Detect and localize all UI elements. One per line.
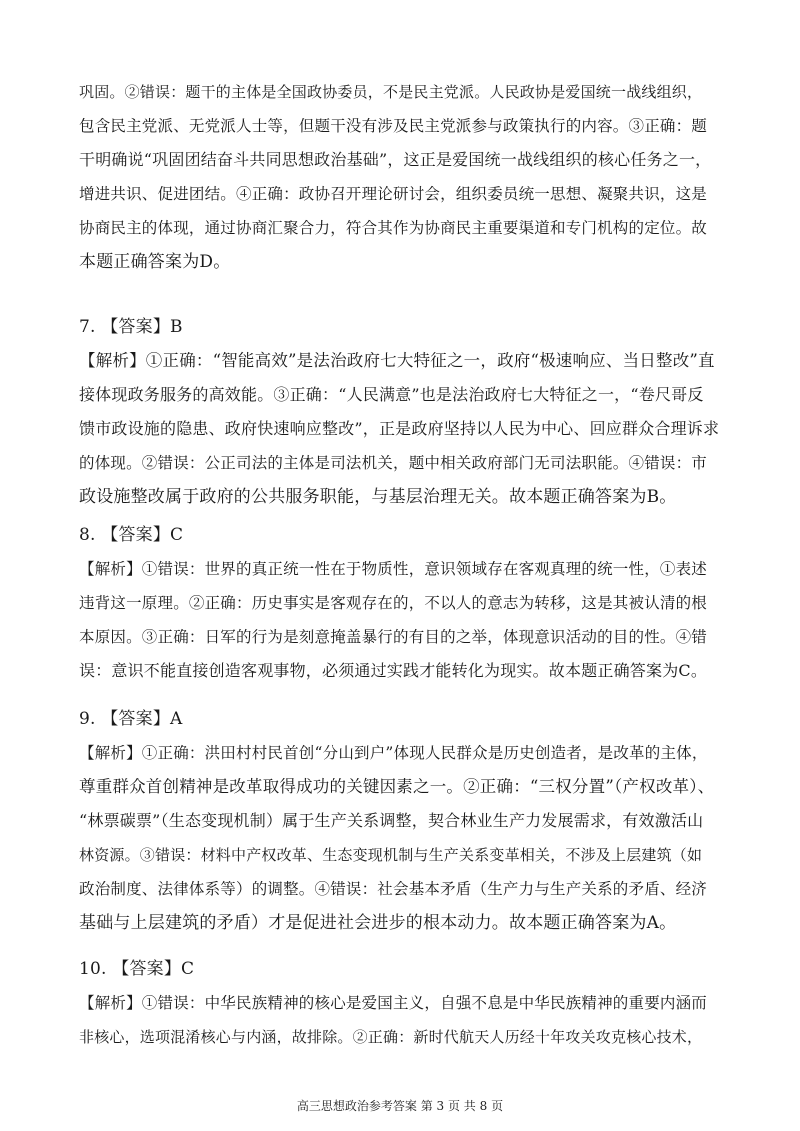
- answer-heading: 8. 【答案】C: [79, 525, 184, 545]
- continuation-paragraph: [79, 75, 719, 279]
- text-line: 协商民主的体现，通过协商汇聚合力，符合其作为协商民主重要渠道和专门机构的定位。故: [79, 219, 708, 237]
- text-line: 本题正确答案为D。: [79, 252, 231, 272]
- text-line: 违背这一原理。②正确：历史事实是客观存在的，不以人的意志为转移，这是其被认清的根: [79, 594, 708, 612]
- text-line: 尊重群众首创精神是改革取得成功的关键因素之一。②正确：“三权分置”（产权改革）、: [79, 777, 715, 796]
- page-footer: 高三思想政治参考答案 第 3 页 共 8 页: [296, 1099, 504, 1113]
- question-8-section: [79, 518, 719, 688]
- question-10-section: [79, 952, 719, 1054]
- text-line: 基础与上层建筑的矛盾）才是促进社会进步的根本动力。故本题正确答案为A。: [79, 913, 677, 933]
- text-line: 政治制度、法律体系等）的调整。④错误：社会基本矛盾（生产力与生产关系的矛盾、经济: [79, 880, 708, 898]
- text-line: 【解析】①正确：“智能高效”是法治政府七大特征之一，政府“极速响应、当日整改”直: [79, 351, 715, 370]
- text-line: 干明确说“巩固团结奋斗共同思想政治基础”，这正是爱国统一战线组织的核心任务之一，: [79, 150, 712, 169]
- question-9-section: [79, 702, 719, 940]
- answer-heading: 7. 【答案】B: [79, 317, 183, 337]
- text-line: 政设施整改属于政府的公共服务职能，与基层治理无关。故本题正确答案为B。: [79, 487, 677, 507]
- text-line: 馈市政设施的隐患、政府快速响应整改”，正是政府坚持以人民为中心、回应群众合理诉求: [79, 419, 720, 438]
- text-line: 林资源。③错误：材料中产权改革、生态变现机制与生产关系变革相关，不涉及上层建筑（如: [79, 846, 703, 864]
- text-line: 的体现。②错误：公正司法的主体是司法机关，题中相关政府部门无司法职能。④错误：市: [79, 454, 708, 472]
- text-line: 误：意识不能直接创造客观事物，必须通过实践才能转化为现实。故本题正确答案为C。: [79, 661, 708, 680]
- text-line: 巩固。②错误：题干的主体是全国政协委员，不是民主党派。人民政协是爱国统一战线组织，: [79, 83, 703, 101]
- text-line: 本原因。③正确：日军的行为是刻意掩盖暴行的有目的之举，体现意识活动的目的性。④错: [79, 628, 708, 646]
- text-line: 【解析】①错误：中华民族精神的核心是爱国主义，自强不息是中华民族精神的重要内涵而: [79, 994, 708, 1012]
- text-line: 增进共识、促进团结。④正确：政协召开理论研讨会，组织委员统一思想、凝聚共识，这是: [79, 185, 708, 203]
- text-line: 接体现政务服务的高效能。③正确：“人民满意”也是法治政府七大特征之一，“卷尺哥反: [79, 385, 704, 404]
- text-line: 非核心，选项混淆核心与内涵，故排除。②正确：新时代航天人历经十年攻关攻克核心技术，: [79, 1028, 703, 1046]
- answer-heading: 10. 【答案】C: [79, 959, 195, 979]
- answer-heading: 9. 【答案】A: [79, 709, 183, 729]
- question-7-section: [79, 310, 719, 514]
- text-line: “林票碳票”（生态变现机制）属于生产关系调整，契合林业生产力发展需求，有效激活山: [79, 811, 704, 830]
- text-line: 【解析】①正确：洪田村村民首创“分山到户”体现人民群众是历史创造者，是改革的主体，: [79, 744, 708, 762]
- text-line: 【解析】①错误：世界的真正统一性在于物质性，意识领域存在客观真理的统一性，①表述: [79, 560, 708, 578]
- text-line: 包含民主党派、无党派人士等，但题干没有涉及民主党派参与政策执行的内容。③正确：题: [79, 117, 708, 135]
